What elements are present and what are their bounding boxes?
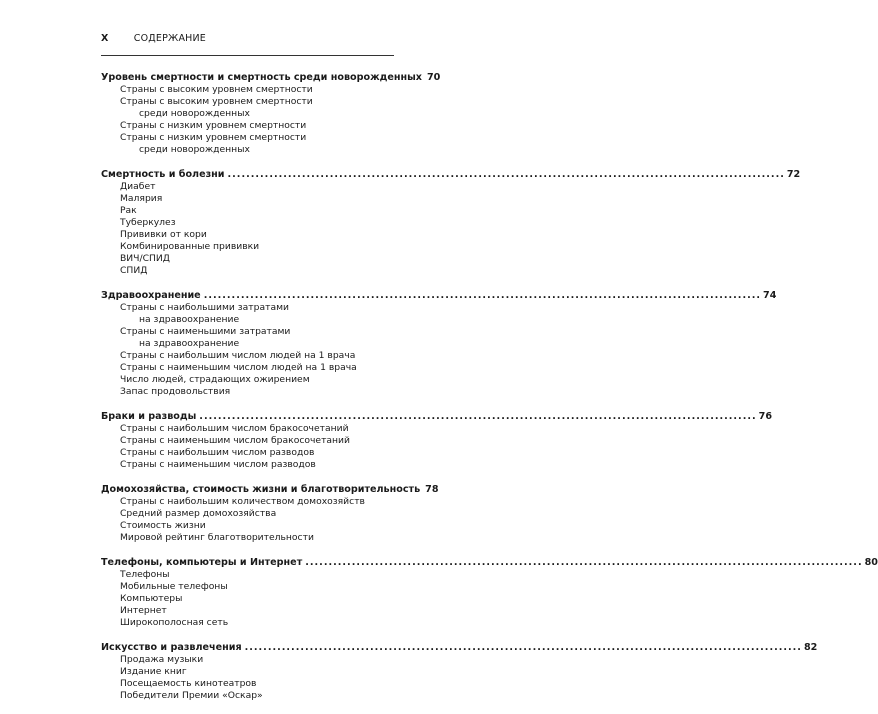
section-title: Телефоны, компьютеры и Интернет <box>101 557 303 568</box>
section-title: Искусство и развлечения <box>101 642 242 653</box>
toc-entry: Страны с наименьшим числом бракосочетаний <box>120 435 351 446</box>
toc-entry: Посещаемость кинотеатров <box>120 678 257 689</box>
toc-section <box>101 168 801 277</box>
toc-section <box>101 410 772 471</box>
toc-entry: ВИЧ/СПИД <box>120 253 170 264</box>
header-rule <box>101 55 394 56</box>
toc-entry: Запас продовольствия <box>120 386 231 397</box>
toc-entry: Прививки от кори <box>120 229 207 240</box>
toc-section-heading[interactable] <box>101 556 878 569</box>
toc-entry: Страны с наименьшим числом людей на 1 врача <box>120 362 357 373</box>
toc-entry: Интернет <box>120 605 167 616</box>
toc-entry: Телефоны <box>120 569 170 580</box>
toc-entry: Туберкулез <box>120 217 176 228</box>
toc-section <box>101 289 777 398</box>
dot-leader: ........................................................................................................................ <box>305 557 863 568</box>
toc-entry: Страны с наибольшим числом разводов <box>120 447 315 458</box>
dot-leader: ........................................................................................................................ <box>227 169 785 180</box>
section-page-number: 80 <box>864 557 878 568</box>
section-title: Уровень смертности и смертность среди новорожденных <box>101 72 422 83</box>
toc-section-heading[interactable] <box>101 71 441 84</box>
section-title: Смертность и болезни <box>101 169 225 180</box>
toc-section-heading[interactable] <box>101 641 818 654</box>
toc-entry: Страны с наибольшим числом бракосочетаний <box>120 423 349 434</box>
toc-entry: Компьютеры <box>120 593 183 604</box>
toc-entry: Страны с наименьшим числом разводов <box>120 459 316 470</box>
section-page-number: 76 <box>758 411 772 422</box>
toc-entry: Мировой рейтинг благотворительности <box>120 532 314 543</box>
toc-entry: Страны с низким уровнем смертности <box>120 132 307 143</box>
toc-entry: СПИД <box>120 265 148 276</box>
toc-section <box>101 556 878 629</box>
toc-entry: Диабет <box>120 181 156 192</box>
section-page-number: 78 <box>425 484 439 495</box>
section-title: Браки и разводы <box>101 411 197 422</box>
toc-entry: Страны с наименьшими затратами <box>120 326 291 337</box>
toc-entry: Страны с наибольшим количеством домохозяйств <box>120 496 365 507</box>
toc-entry: Малярия <box>120 193 163 204</box>
toc-entry: Число людей, страдающих ожирением <box>120 374 310 385</box>
dot-leader: ........................................................................................................................ <box>244 642 802 653</box>
table-of-contents <box>101 71 878 714</box>
toc-entry: Стоимость жизни <box>120 520 206 531</box>
dot-leader: ........................................................................................................................ <box>199 411 757 422</box>
running-header <box>101 33 206 44</box>
toc-section-heading[interactable] <box>101 289 777 302</box>
section-page-number: 70 <box>427 72 441 83</box>
section-title: Домохозяйства, стоимость жизни и благотворительность <box>101 484 421 495</box>
toc-section <box>101 483 439 544</box>
section-page-number: 82 <box>803 642 818 653</box>
toc-section <box>101 71 441 156</box>
toc-section-heading[interactable] <box>101 168 801 181</box>
toc-entry: Комбинированные прививки <box>120 241 260 252</box>
toc-section-heading[interactable] <box>101 483 439 496</box>
toc-entry-continuation: среди новорожденных <box>139 144 250 155</box>
page-numeral: X <box>101 33 109 44</box>
toc-section-heading[interactable] <box>101 410 772 423</box>
toc-entry: Издание книг <box>120 666 187 677</box>
toc-entry: Страны с наибольшим числом людей на 1 врача <box>120 350 356 361</box>
dot-leader: ........................................................................................................................ <box>203 290 762 301</box>
toc-entry: Страны с наибольшими затратами <box>120 302 289 313</box>
section-page-number: 72 <box>786 169 801 180</box>
toc-entry-continuation: на здравоохранение <box>139 314 240 325</box>
toc-entry: Мобильные телефоны <box>120 581 228 592</box>
section-page-number: 74 <box>763 290 777 301</box>
toc-entry: Страны с низким уровнем смертности <box>120 120 307 131</box>
toc-section <box>101 641 818 702</box>
toc-entry: Широкополосная сеть <box>120 617 229 628</box>
toc-entry-continuation: среди новорожденных <box>139 108 250 119</box>
toc-entry: Продажа музыки <box>120 654 204 665</box>
toc-entry: Страны с высоким уровнем смертности <box>120 96 313 107</box>
section-title: Здравоохранение <box>101 290 201 301</box>
toc-entry: Победители Премии «Оскар» <box>120 690 263 701</box>
toc-entry: Средний размер домохозяйства <box>120 508 277 519</box>
header-title: СОДЕРЖАНИЕ <box>133 33 207 44</box>
toc-entry: Рак <box>120 205 137 216</box>
toc-entry-continuation: на здравоохранение <box>139 338 240 349</box>
toc-entry: Страны с высоким уровнем смертности <box>120 84 313 95</box>
